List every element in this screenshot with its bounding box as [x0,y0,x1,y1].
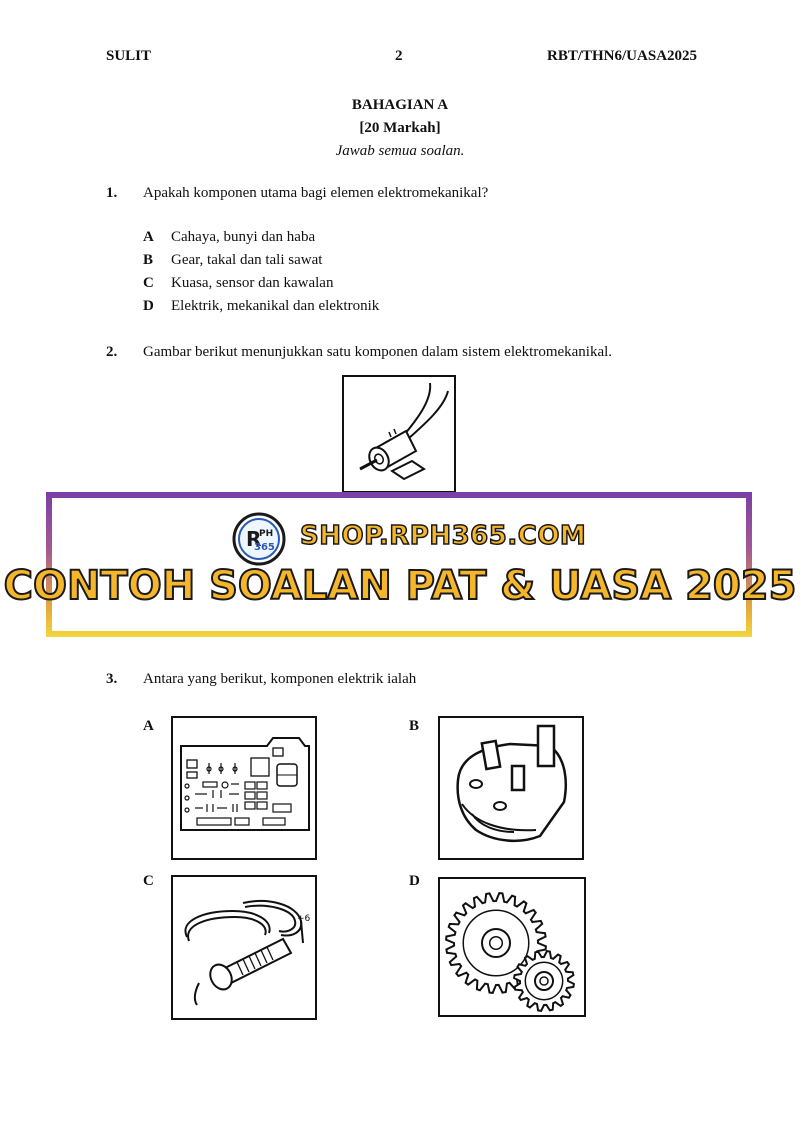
sensor-label: +6 [297,914,311,924]
proximity-sensor-icon [173,877,315,1018]
question-2-number: 2. [106,344,118,360]
section-title: BAHAGIAN A [351,97,449,113]
q3-option-a-figure [171,716,317,860]
q3-option-a-letter: A [143,718,154,734]
gears-icon [440,879,584,1015]
q1-option-b-letter: B [143,252,154,268]
q1-option-c-letter: C [143,275,154,291]
q1-option-c-text: Kuasa, sensor dan kawalan [171,275,334,291]
svg-text:365: 365 [254,542,275,553]
q1-option-b-text: Gear, takal dan tali sawat [171,252,323,268]
question-1-text: Apakah komponen utama bagi elemen elektromekanikal? [143,185,489,201]
rph365-logo [232,512,286,566]
q1-option-a-letter: A [143,229,154,245]
q3-option-d-figure [438,877,586,1017]
question-1-number: 1. [106,185,118,201]
q3-option-b-figure [438,716,584,860]
q1-option-d-letter: D [143,298,154,314]
svg-text:R: R [246,527,262,551]
q3-option-c-letter: C [143,873,154,889]
three-pin-plug-icon [440,718,582,858]
rph365-logo-icon [232,512,286,566]
q3-option-b-letter: B [409,718,420,734]
q3-option-c-figure [171,875,317,1020]
svg-text:PH: PH [259,529,274,539]
motor-figure [342,375,456,493]
question-2-text: Gambar berikut menunjukkan satu komponen dalam sistem elektromekanikal. [143,344,613,360]
q1-option-a-text: Cahaya, bunyi dan haba [171,229,316,245]
banner-title: CONTOH SOALAN PAT & UASA 2025 [3,563,797,609]
q3-option-d-letter: D [409,873,420,889]
header-sulit: SULIT [106,48,152,64]
question-3-text: Antara yang berikut, komponen elektrik ialah [143,671,417,687]
section-marks: [20 Markah] [359,120,441,136]
page-number: 2 [395,48,403,64]
q1-option-d-text: Elektrik, mekanikal dan elektronik [171,298,380,314]
section-instruction: Jawab semua soalan. [335,143,465,159]
paper-code: RBT/THN6/UASA2025 [547,48,698,64]
dc-motor-icon [344,377,454,491]
shop-url: SHOP.RPH365.COM [300,521,587,551]
circuit-board-icon [173,718,315,858]
question-3-number: 3. [106,671,118,687]
